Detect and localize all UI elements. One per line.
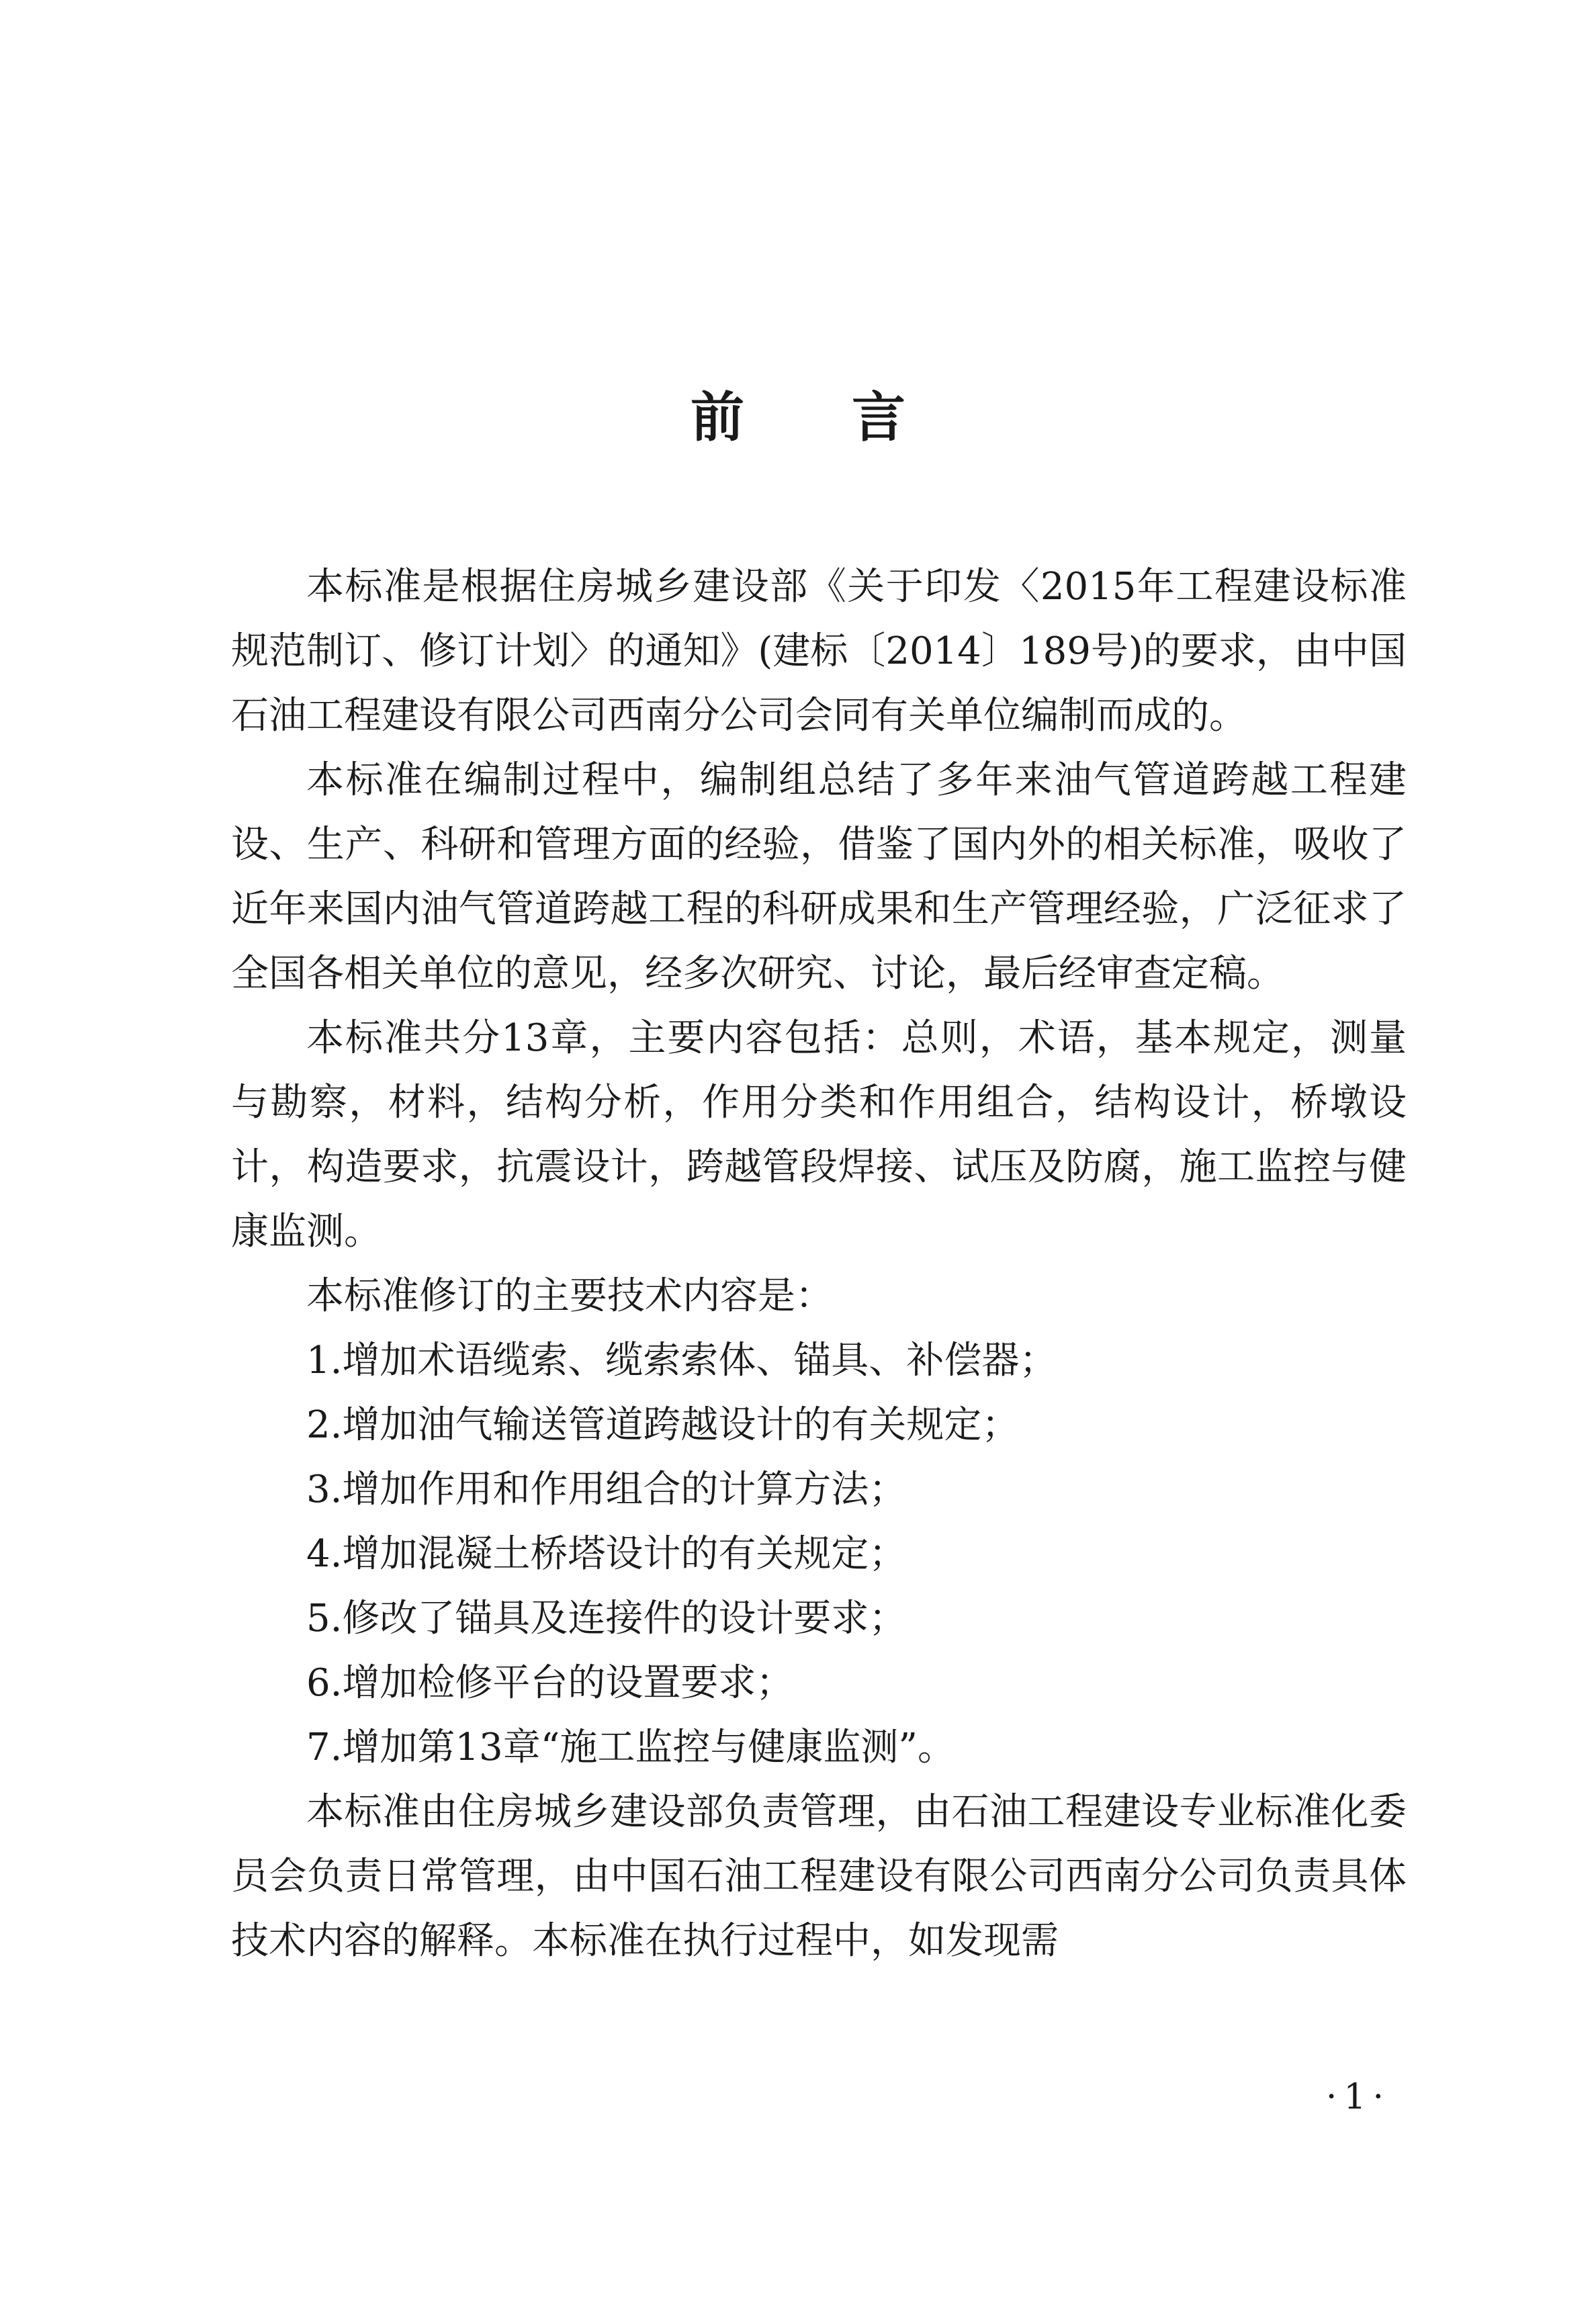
revision-item: 4.增加混凝土桥塔设计的有关规定； (306, 1532, 907, 1576)
paragraph-revision-intro: 本标准修订的主要技术内容是： (306, 1274, 833, 1318)
page-number: ·1· (1325, 2077, 1390, 2117)
revision-item: 2.增加油气输送管道跨越设计的有关规定； (306, 1403, 1020, 1447)
preface-body (231, 555, 1407, 1974)
paragraph-process: 本标准在编制过程中，编制组总结了多年来油气管道跨越工程建设、生产、科研和管理方面的经验，借鉴了国内外的相关标准，吸收了近年来国内油气管道跨越工程的科研成果和生产管理经验，广泛征求了全国各相关单位的意见，经多次研究、讨论，最后经审查定稿。 (231, 758, 1407, 995)
paragraph-basis: 本标准是根据住房城乡建设部《关于印发〈2015年工程建设标准规范制订、修订计划〉的通知》(建标〔2014〕189号)的要求，由中国石油工程建设有限公司西南分公司会同有关单位编制而成的。 (231, 565, 1407, 738)
revision-item: 3.增加作用和作用组合的计算方法； (306, 1468, 907, 1511)
revision-item: 5.修改了锚具及连接件的设计要求； (306, 1597, 907, 1640)
page-title: 前言 (691, 386, 1013, 449)
revision-item: 1.增加术语缆索、缆索索体、锚具、补偿器； (306, 1339, 1057, 1382)
paragraph-management: 本标准由住房城乡建设部负责管理，由石油工程建设专业标准化委员会负责日常管理，由中国石油工程建设有限公司西南分公司负责具体技术内容的解释。本标准在执行过程中，如发现需 (231, 1790, 1407, 1963)
revision-item: 6.增加检修平台的设置要求； (306, 1661, 794, 1705)
revision-item: 7.增加第13章“施工监控与健康监测”。 (306, 1726, 955, 1769)
paragraph-contents: 本标准共分13章，主要内容包括：总则，术语，基本规定，测量与勘察，材料，结构分析，作用分类和作用组合，结构设计，桥墩设计，构造要求，抗震设计，跨越管段焊接、试压及防腐，施工监控与健康监测。 (231, 1016, 1407, 1253)
